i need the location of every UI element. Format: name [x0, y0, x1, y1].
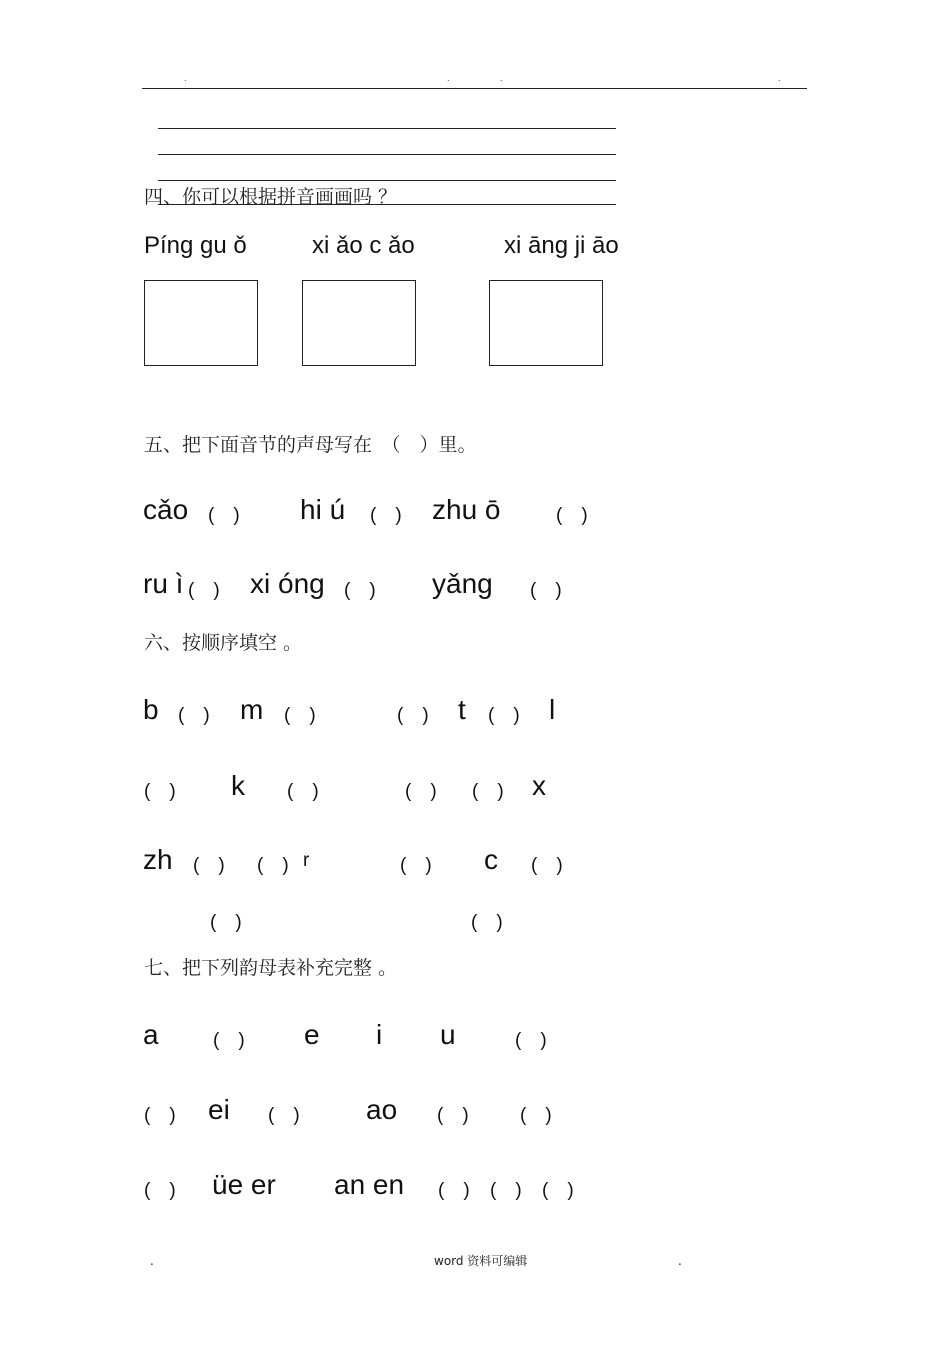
answer-blank[interactable]: ( ) — [556, 505, 588, 526]
answer-blank[interactable]: ( ) — [284, 705, 316, 726]
header-dot: . — [184, 74, 187, 83]
answer-blank[interactable]: ( ) — [471, 912, 503, 933]
header-dot: . — [447, 74, 450, 83]
writing-line — [158, 180, 616, 181]
answer-blank[interactable]: ( ) — [472, 781, 504, 802]
header-dot: . — [500, 74, 503, 83]
footer-text: word 资料可编辑 — [434, 1254, 528, 1268]
answer-blank[interactable]: ( ) — [287, 781, 319, 802]
initial-letter: k — [231, 770, 245, 801]
answer-blank[interactable]: ( ) — [542, 1180, 574, 1201]
answer-blank[interactable]: ( ) — [438, 1180, 470, 1201]
initial-letter: x — [532, 770, 546, 801]
header-dot: . — [778, 74, 781, 83]
drawing-box[interactable] — [489, 280, 603, 366]
initial-letter: m — [240, 694, 264, 725]
initial-letter: c — [484, 844, 498, 875]
section-5-title: 五、把下面音节的声母写在 （ ）里。 — [144, 434, 477, 456]
syllable: zhu ō — [432, 494, 501, 525]
drawing-box[interactable] — [302, 280, 416, 366]
answer-blank[interactable]: ( ) — [257, 855, 289, 876]
section-7-title: 七、把下列韵母表补充完整 。 — [144, 957, 398, 979]
answer-blank[interactable]: ( ) — [515, 1030, 547, 1051]
answer-blank[interactable]: ( ) — [144, 1180, 176, 1201]
final-letter: ei — [208, 1094, 230, 1125]
answer-blank[interactable]: ( ) — [530, 580, 562, 601]
drawing-box[interactable] — [144, 280, 258, 366]
answer-blank[interactable]: ( ) — [268, 1105, 300, 1126]
answer-blank[interactable]: ( ) — [178, 705, 210, 726]
answer-blank[interactable]: ( ) — [490, 1180, 522, 1201]
final-letter: u — [440, 1019, 456, 1050]
answer-blank[interactable]: ( ) — [397, 705, 429, 726]
answer-blank[interactable]: ( ) — [210, 912, 242, 933]
pinyin-word: xi ǎo c ǎo — [312, 232, 415, 259]
answer-blank[interactable]: ( ) — [520, 1105, 552, 1126]
final-letter: an en — [334, 1169, 405, 1200]
final-letter: a — [143, 1019, 159, 1050]
answer-blank[interactable]: ( ) — [488, 705, 520, 726]
answer-blank[interactable]: ( ) — [344, 580, 376, 601]
syllable: yǎng — [432, 568, 493, 599]
syllable: cǎo — [143, 494, 189, 525]
final-letter: i — [376, 1019, 383, 1050]
section-6-title: 六、按顺序填空 。 — [144, 632, 303, 654]
initial-letter: zh — [143, 844, 173, 875]
initial-letter: l — [549, 694, 556, 725]
syllable: ru ì — [143, 568, 184, 599]
final-letter: e — [304, 1019, 320, 1050]
final-letter: ao — [366, 1094, 398, 1125]
answer-blank[interactable]: ( ) — [405, 781, 437, 802]
answer-blank[interactable]: ( ) — [437, 1105, 469, 1126]
pinyin-word: Píng gu ǒ — [144, 232, 247, 259]
answer-blank[interactable]: ( ) — [400, 855, 432, 876]
writing-line — [158, 128, 616, 129]
answer-blank[interactable]: ( ) — [208, 505, 240, 526]
syllable: xi óng — [250, 568, 325, 599]
footer-dot: . — [150, 1254, 154, 1268]
answer-blank[interactable]: ( ) — [213, 1030, 245, 1051]
answer-blank[interactable]: ( ) — [531, 855, 563, 876]
footer-dot: . — [678, 1254, 682, 1268]
pinyin-word: xi āng ji āo — [504, 232, 619, 259]
answer-blank[interactable]: ( ) — [144, 781, 176, 802]
initial-letter: r — [303, 850, 310, 871]
syllable: hi ú — [300, 494, 346, 525]
initial-letter: t — [458, 694, 466, 725]
answer-blank[interactable]: ( ) — [144, 1105, 176, 1126]
writing-line — [158, 154, 616, 155]
initial-letter: b — [143, 694, 159, 725]
answer-blank[interactable]: ( ) — [370, 505, 402, 526]
answer-blank[interactable]: ( ) — [193, 855, 225, 876]
header-rule — [142, 88, 807, 89]
answer-blank[interactable]: ( ) — [188, 580, 220, 601]
section-4-title: 四、你可以根据拼音画画吗 ？ — [144, 186, 398, 208]
final-letter: üe er — [212, 1169, 276, 1200]
